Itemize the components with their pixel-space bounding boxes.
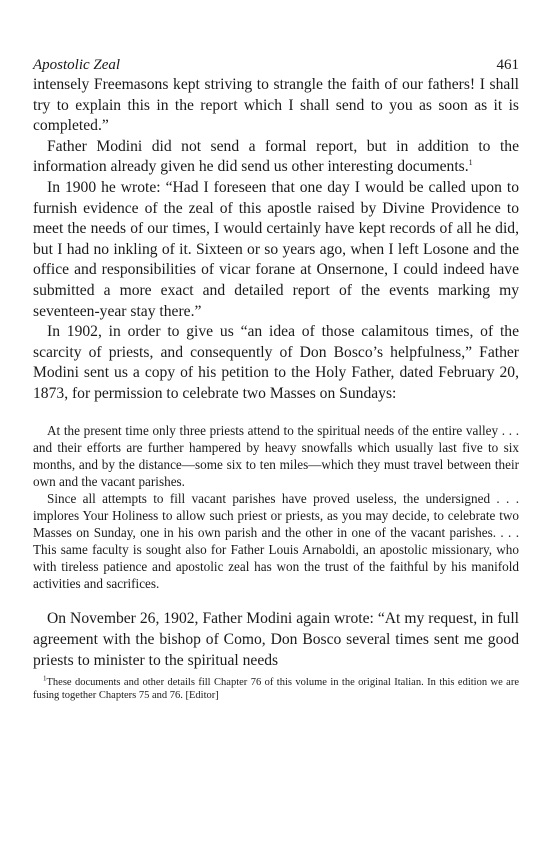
paragraph: In 1900 he wrote: “Had I foreseen that one day I would be called upon to furnish evidence of the zeal of this apostle raised by Divine Providence to meet the needs of our times, I would certainly have kept records of all he did, but I had no inkling of it. Sixteen or so years ago, when I left Losone and the office and responsibilities of vicar forane at Onsernone, I could indeed have submitted a more exact and detailed report of the events marking my seventeen-year stay there.” <box>33 178 519 320</box>
footnote-text: These documents and other details fill Chapter 76 of this volume in the original Italian. In this edition we are fusing together Chapters 75 and 76. [Editor] <box>33 677 519 701</box>
paragraph: intensely Freemasons kept striving to strangle the faith of our fathers! I shall try to explain this in the report which I shall send to you as soon as it is completed.” <box>33 76 519 135</box>
quote-paragraph: At the present time only three priests attend to the spiritual needs of the entire valley . . . and their efforts are further hampered by heavy snowfalls which usually last five to six months, and by the distance—some six to ten miles—which they must travel between their own and the vacant parishes. <box>33 422 519 489</box>
paragraph-text: Father Modini did not send a formal report, but in addition to the information already given he did send us other interesting documents. <box>33 137 519 176</box>
paragraph-with-footnote <box>33 137 519 178</box>
footnote-marker: 1 <box>43 674 47 683</box>
footnote-reference[interactable]: 1 <box>468 158 473 168</box>
running-title: Apostolic Zeal <box>33 57 121 73</box>
footnote <box>33 676 519 702</box>
running-header <box>33 56 519 74</box>
block-quote <box>33 422 519 593</box>
page-number: 461 <box>496 57 519 73</box>
quote-paragraph: Since all attempts to fill vacant parishes have proved useless, the undersigned . . . implores Your Holiness to allow such priest or priests, as you may decide, to celebrate two Masses on Sunday, one in his own parish and the other in one of the vacant parishes. . . . This same faculty is sought also for Father Louis Arnaboldi, an apostolic missionary, who with tireless patience and apostolic zeal has won the trust of the faithful by his manifold activities and sacrifices. <box>33 490 519 592</box>
book-page <box>33 56 519 671</box>
footnote-text-block <box>33 676 519 702</box>
main-text-continued <box>33 609 519 671</box>
paragraph: On November 26, 1902, Father Modini again wrote: “At my request, in full agreement with the bishop of Como, Don Bosco several times sent me good priests to minister to the spiritual needs <box>33 610 519 669</box>
paragraph: In 1902, in order to give us “an idea of those calamitous times, of the scarcity of priests, and consequently of Don Bosco’s helpfulness,” Father Modini sent us a copy of his petition to the Holy Father, dated February 20, 1873, for permission to celebrate two Masses on Sundays: <box>33 323 519 402</box>
main-text <box>33 75 519 405</box>
